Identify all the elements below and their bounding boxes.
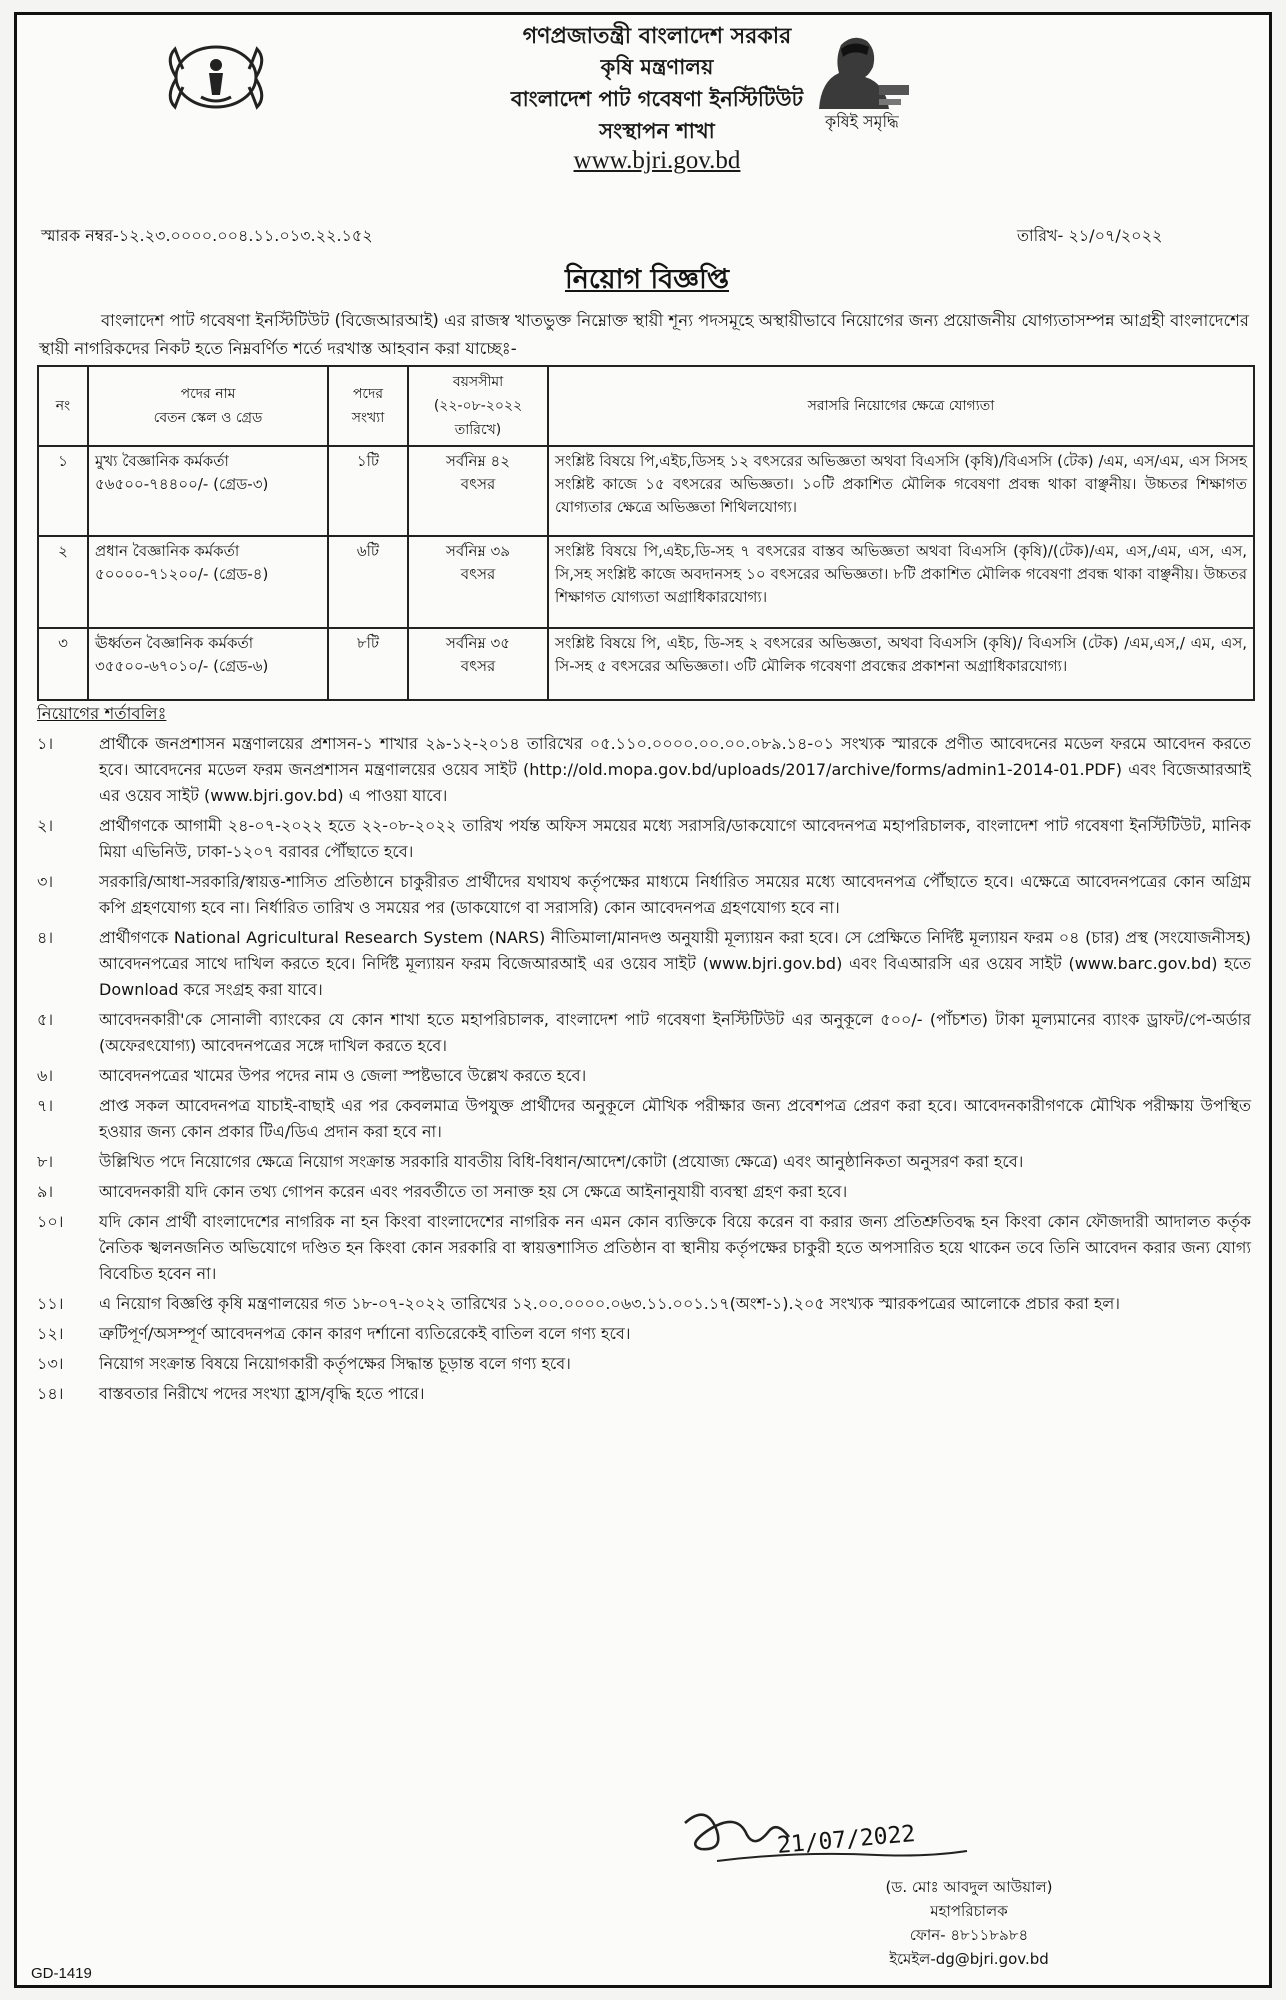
posts-table [37,365,1255,701]
row-serial: ২ [38,536,88,628]
row-post [88,628,328,700]
row-post-scale: ৩৫৫০০-৬৭০১০/- (গ্রেড-৬) [95,657,269,675]
table-row [38,446,1254,536]
table-header-row [38,366,1254,446]
tagline: কৃষিই সমৃদ্ধি [825,112,899,131]
row-serial: ১ [38,446,88,536]
clause-number: ২। [37,816,54,835]
row-count: ৮টি [328,628,408,700]
row-age [408,628,548,700]
row-count: ১টি [328,446,408,536]
list-item [37,1351,1251,1377]
header-count-line1: পদের [352,386,384,402]
list-item [37,1007,1251,1059]
header-age-line3: তারিখে) [454,422,502,438]
row-post-name: ঊর্ধ্বতন বৈজ্ঞানিক কর্মকর্তা [95,634,254,652]
notice-title: নিয়োগ বিজ্ঞপ্তি [564,264,730,295]
row-qualification: সংশ্লিষ্ট বিষয়ে পি,এইচ,ডি-সহ ৭ বৎসরের বাস্তব অভিজ্ঞতা অথবা বিএসসি (কৃষি)/(টেক)/এম, এস,/এম, এস, এস, সি,সহ সংশ্লিষ্ট কাজে অবদানসহ ১০ বৎসরের অভিজ্ঞতা। ৮টি প্রকাশিত মৌলিক গবেষণা প্রবন্ধ থাকা বাঞ্ছনীয়। উচ্চতর শিক্ষাগত যোগ্যতা অগ্রাধিকারযোগ্য। [548,536,1254,628]
list-item [37,925,1251,1003]
header-age [408,366,548,446]
header-age-line2: (২২-০৮-২০২২ [433,398,523,414]
clause-number: ৬। [37,1066,54,1085]
header-government: গণপ্রজাতন্ত্রী বাংলাদেশ সরকার [522,24,792,49]
row-post [88,446,328,536]
conditions-heading: নিয়োগের শর্তাবলিঃ [37,704,167,723]
header-section: সংস্থাপন শাখা [599,119,715,143]
row-age-line2: বৎসর [460,657,496,675]
row-qualification: সংশ্লিষ্ট বিষয়ে পি,এইচ,ডিসহ ১২ বৎসরের অভিজ্ঞতা অথবা বিএসসি (কৃষি)/বিএসসি (টেক) /এম, এস/এম, এস সিসহ সংশ্লিষ্ট কাজে ১৫ বৎসরের অভিজ্ঞতা। ১০টি প্রকাশিত মৌলিক গবেষণা প্রবন্ধ থাকা বাঞ্ছনীয়। উচ্চতর শিক্ষাগত যোগ্যতার ক্ষেত্রে অভিজ্ঞতা শিথিলযোগ্য। [548,446,1254,536]
conditions-list [37,731,1251,1411]
clause-text: আবেদনকারী'কে সোনালী ব্যাংকের যে কোন শাখা হতে মহাপরিচালক, বাংলাদেশ পাট গবেষণা ইনস্টিটিউট এর অনুকূলে ৫০০/- (পাঁচশত) টাকা মূল্যমানের ব্যাংক ড্রাফট/পে-অর্ডার (অফেরৎযোগ্য) আবেদনপত্রের সঙ্গে দাখিল করতে হবে। [99,1010,1251,1055]
list-item [37,869,1251,921]
clause-number: ৩। [37,872,54,891]
signatory-phone: ফোন- ৪৮১১৮৯৮৪ [909,1926,1029,1944]
list-item [37,1291,1251,1317]
signatory-email[interactable]: ইমেইল-dg@bjri.gov.bd [889,1950,1049,1968]
list-item [37,731,1251,809]
clause-text: প্রাপ্ত সকল আবেদনপত্র যাচাই-বাছাই এর পর কেবলমাত্র উপযুক্ত প্রার্থীদের অনুকূলে মৌখিক পরীক্ষার জন্য প্রবেশপত্র প্রেরণ করা হবে। আবেদনকারীগণকে মৌখিক পরীক্ষায় উপস্থিত হওয়ার জন্য কোন প্রকার টিএ/ডিএ প্রদান করা হবে না। [99,1096,1251,1141]
signatory-block [839,1875,1099,1971]
signature-date: 21/07/2022 [776,1821,917,1859]
row-age-line2: বৎসর [460,475,496,493]
row-age [408,536,548,628]
clause-number: ১০। [37,1212,64,1231]
header-post [88,366,328,446]
header-count [328,366,408,446]
clause-number: ৫। [37,1010,54,1029]
signatory-designation: মহাপরিচালক [930,1902,1008,1920]
header-ministry: কৃষি মন্ত্রণালয় [600,55,714,79]
header-post-scale: বেতন স্কেল ও গ্রেড [153,410,263,426]
header-serial: নং [38,366,88,446]
clause-number: ৮। [37,1152,54,1171]
header-age-line1: বয়সসীমা [452,374,504,390]
clause-number: ১৪। [37,1384,64,1403]
list-item [37,1149,1251,1175]
clause-text: নিয়োগ সংক্রান্ত বিষয়ে নিয়োগকারী কর্তৃপক্ষের সিদ্ধান্ত চূড়ান্ত বলে গণ্য হবে। [99,1354,571,1373]
clause-text: যদি কোন প্রার্থী বাংলাদেশের নাগরিক না হন কিংবা বাংলাদেশের নাগরিক নন এমন কোন ব্যক্তিকে বিয়ে করেন বা করার জন্য প্রতিশ্রুতিবদ্ধ হন কিংবা কোন ফৌজদারী আদালত কর্তৃক নৈতিক স্খলনজনিত অভিযোগে দণ্ডিত হন কিংবা কোন সরকারি বা স্বায়ত্তশাসিত প্রতিষ্ঠান বা স্থানীয় কর্তৃপক্ষের চাকুরী হতে অপসারিত হয়ে থাকেন তবে তিনি আবেদন করার জন্য যোগ্য বিবেচিত হবেন না। [99,1212,1251,1283]
list-item [37,813,1251,865]
clause-number: ৭। [37,1096,54,1115]
clause-text: আবেদনপত্রের খামের উপর পদের নাম ও জেলা স্পষ্টভাবে উল্লেখ করতে হবে। [99,1066,587,1085]
list-item [37,1179,1251,1205]
row-count: ৬টি [328,536,408,628]
list-item [37,1381,1251,1407]
clause-text: প্রার্থীকে জনপ্রশাসন মন্ত্রণালয়ের প্রশাসন-১ শাখার ২৯-১২-২০১৪ তারিখের ০৫.১১০.০০০০.০০.০০.০৮৯.১৪-০১ সংখ্যক স্মারকে প্রণীত আবেদনের মডেল ফরমে আবেদন করতে হবে। আবেদনের মডেল ফরম জনপ্রশাসন মন্ত্রণালয়ের ওয়েব সাইট (http://old.mopa.gov.bd/uploads/2017/archive/forms/admin1-2014-01.PDF) এবং বিজেআরআই এর ওয়েব সাইট (www.bjri.gov.bd) এ পাওয়া যাবে। [99,734,1251,805]
clause-text: আবেদনকারী যদি কোন তথ্য গোপন করেন এবং পরবর্তীতে তা সনাক্ত হয় সে ক্ষেত্রে আইনানুযায়ী ব্যবস্থা গ্রহণ করা হবে। [99,1182,848,1201]
row-age-line1: সর্বনিম্ন ৩৫ [445,634,511,652]
header-qualification: সরাসরি নিয়োগের ক্ষেত্রে যোগ্যতা [548,366,1254,446]
footer-code: GD-1419 [31,1965,92,1982]
memo-date: তারিখ- ২১/০৭/২০২২ [1017,226,1163,245]
row-post-scale: ৫৬৫০০-৭৪৪০০/- (গ্রেড-৩) [95,475,269,493]
list-item [37,1093,1251,1145]
clause-text: প্রার্থীগণকে National Agricultural Research System (NARS) নীতিমালা/মানদণ্ড অনুযায়ী মূল্যায়ন করা হবে। সে প্রেক্ষিতে নির্দিষ্ট মূল্যায়ন ফরম ০৪ (চার) প্রস্থ (সংযোজনীসহ) আবেদনপত্রের সাথে দাখিল করতে হবে। নির্দিষ্ট মূল্যায়ন ফরম বিজেআরআই এর ওয়েব সাইট (www.bjri.gov.bd) এবং বিএআরসি এর ওয়েব সাইট (www.barc.gov.bd) হতে Download করে সংগ্রহ করা যাবে। [99,928,1251,999]
row-post-name: মুখ্য বৈজ্ঞানিক কর্মকর্তা [95,452,229,470]
table-row [38,628,1254,700]
signatory-name: (ড. মোঃ আবদুল আউয়াল) [885,1878,1053,1896]
clause-text: এ নিয়োগ বিজ্ঞপ্তি কৃষি মন্ত্রণালয়ের গত ১৮-০৭-২০২২ তারিখের ১২.০০.০০০০.০৬৩.১১.০০১.১৭(অংশ-১).২০৫ সংখ্যক স্মারকপত্রের আলোকে প্রচার করা হল। [99,1294,1121,1313]
clause-text: ত্রুটিপূর্ণ/অসম্পূর্ণ আবেদনপত্র কোন কারণ দর্শানো ব্যতিরেকেই বাতিল বলে গণ্য হবে। [99,1324,631,1343]
list-item [37,1063,1251,1089]
clause-number: ১। [37,734,54,753]
portrait-image [805,29,913,119]
clause-text: সরকারি/আধা-সরকারি/স্বায়ত্ত-শাসিত প্রতিষ্ঠানে চাকুরীরত প্রার্থীদের যথাযথ কর্তৃপক্ষের মাধ্যমে নির্ধারিত সময়ের মধ্যে আবেদনপত্র পৌঁছাতে হবে। এক্ষেত্রে আবেদনপত্রের কোন অগ্রিম কপি গ্রহণযোগ্য হবে না। নির্ধারিত তারিখ ও সময়ের পর (ডাকযোগে বা সরাসরি) কোন আবেদনপত্র গ্রহণযোগ্য হবে না। [99,872,1251,917]
list-item [37,1209,1251,1287]
clause-number: ১১। [37,1294,64,1313]
intro-paragraph: বাংলাদেশ পাট গবেষণা ইনস্টিটিউট (বিজেআরআই) এর রাজস্ব খাতভুক্ত নিম্নোক্ত স্থায়ী শূন্য পদসমূহে অস্থায়ীভাবে নিয়োগের জন্য প্রয়োজনীয় যোগ্যতাসম্পন্ন আগ্রহী বাংলাদেশের স্থায়ী নাগরিকদের নিকট হতে নিম্নবর্ণিত শর্তে দরখাস্ত আহবান করা যাচ্ছেঃ- [39,311,1249,358]
notice-page [14,12,1272,1988]
header-institute: বাংলাদেশ পাট গবেষণা ইনস্টিটিউট [510,87,804,111]
clause-number: ১৩। [37,1354,64,1373]
row-age-line1: সর্বনিম্ন ৪২ [445,452,511,470]
row-post [88,536,328,628]
row-age [408,446,548,536]
header-post-name: পদের নাম [180,386,236,402]
table-row [38,536,1254,628]
header-count-line2: সংখ্যা [351,410,385,426]
memo-number: স্মারক নম্বর-১২.২৩.০০০০.০০৪.১১.০১৩.২২.১৫২ [41,226,373,245]
government-emblem-icon [163,39,269,115]
clause-text: প্রার্থীগণকে আগামী ২৪-০৭-২০২২ হতে ২২-০৮-২০২২ তারিখ পর্যন্ত অফিস সময়ের মধ্যে সরাসরি/ডাকযোগে আবেদনপত্র মহাপরিচালক, বাংলাদেশ পাট গবেষণা ইনস্টিটিউট, মানিক মিয়া এভিনিউ, ঢাকা-১২০৭ বরাবর পৌঁছাতে হবে। [99,816,1251,861]
row-qualification: সংশ্লিষ্ট বিষয়ে পি, এইচ, ডি-সহ ২ বৎসরের অভিজ্ঞতা, অথবা বিএসসি (কৃষি)/ বিএসসি (টেক) /এম,এস,/ এম, এস, সি-সহ ৫ বৎসরের অভিজ্ঞতা। ৩টি মৌলিক গবেষণা প্রবন্ধের প্রকাশনা অগ্রাধিকারযোগ্য। [548,628,1254,700]
clause-number: ১২। [37,1324,64,1343]
clause-number: ৪। [37,928,54,947]
clause-number: ৯। [37,1182,54,1201]
row-post-name: প্রধান বৈজ্ঞানিক কর্মকর্তা [95,542,240,560]
row-serial: ৩ [38,628,88,700]
row-age-line2: বৎসর [460,565,496,583]
clause-text: উল্লিখিত পদে নিয়োগের ক্ষেত্রে নিয়োগ সংক্রান্ত সরকারি যাবতীয় বিধি-বিধান/আদেশ/কোটা (প্রযোজ্য ক্ষেত্রে) এবং আনুষ্ঠানিকতা অনুসরণ করা হবে। [99,1152,1024,1171]
list-item [37,1321,1251,1347]
row-age-line1: সর্বনিম্ন ৩৯ [445,542,511,560]
header-website-link[interactable]: www.bjri.gov.bd [573,147,741,174]
row-post-scale: ৫০০০০-৭১২০০/- (গ্রেড-৪) [95,565,269,583]
clause-text: বাস্তবতার নিরীখে পদের সংখ্যা হ্রাস/বৃদ্ধি হতে পারে। [99,1384,425,1403]
